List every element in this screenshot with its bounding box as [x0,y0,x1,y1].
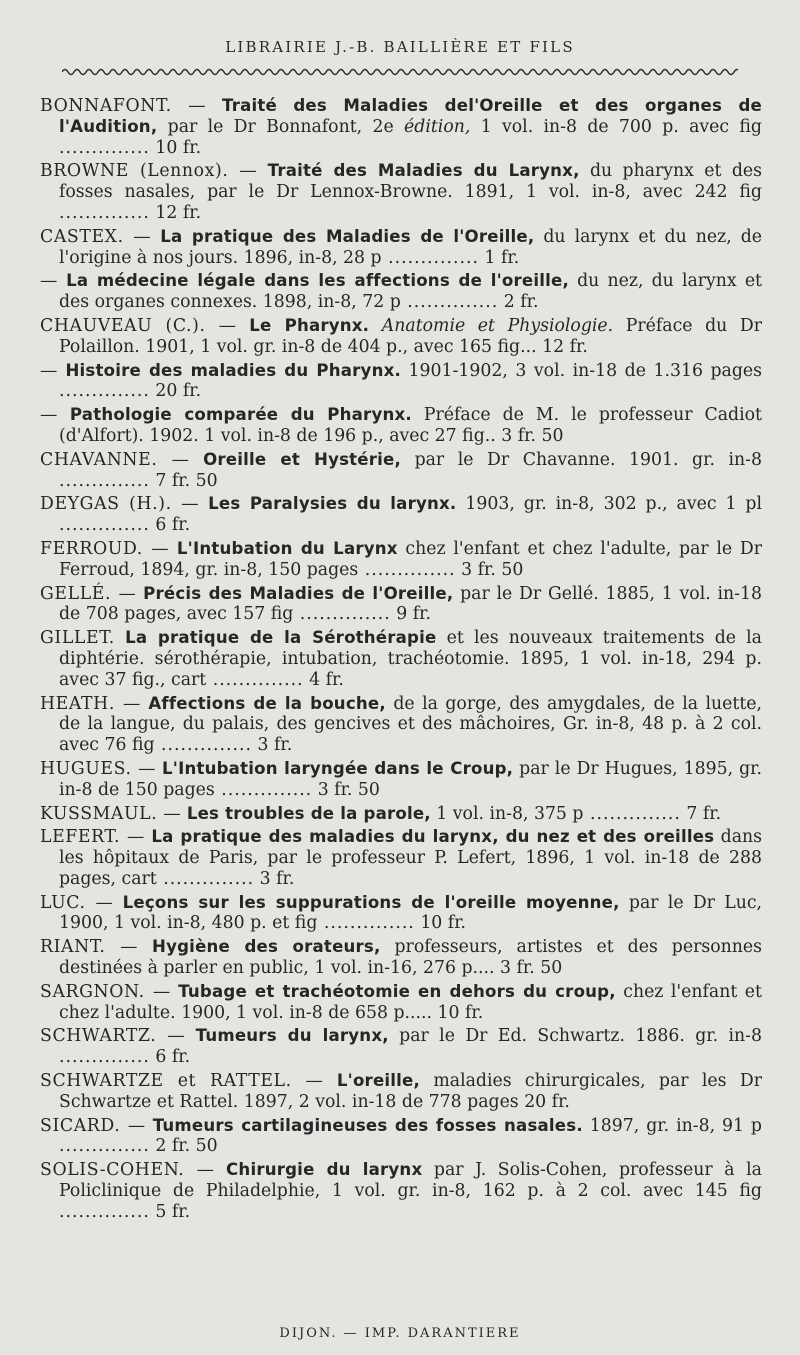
leader-dots: .............. [59,1047,150,1068]
entry-title: Chirurgie du larynx [226,1160,423,1180]
entry-author: CHAVANNE. — [40,449,190,470]
entry-price: 10 fr. [437,1002,484,1023]
catalog-entry [40,405,762,447]
entry-title: La médecine légale dans les affections de l'oreille, [66,271,569,291]
leader-dots: .............. [59,470,150,491]
entry-edition: édition, [404,116,471,137]
printer-imprint: DIJON. — IMP. DARANTIERE [279,1326,521,1341]
entry-details: par J. Solis-Cohen, professeur à la Policlinique de Philadelphie, 1 vol. gr. in-8, 162 p. à 2 col. avec 145 fig [59,1160,762,1202]
catalog-entry [40,1071,762,1113]
entry-details: dans les hôpitaux de Paris, par le professeur P. Lefert, 1896, 1 vol. in-18 de 288 pages, cart [59,827,763,889]
leader-dots: .............. [293,604,391,625]
entry-price: 9 fr. [396,604,431,625]
catalog-entry [40,827,762,889]
catalog-entry [40,628,762,690]
leader-dots: .............. [154,735,252,756]
entry-price: 10 fr. [420,913,467,934]
leader-dots: .............. [59,515,150,536]
entry-price: 3 fr. 50 [317,779,380,800]
entry-details: 1897, gr. in-8, 91 p [589,1115,762,1136]
catalog-entry [40,1026,762,1068]
entry-author: LEFERT. — [40,827,145,848]
entry-details: du larynx et du nez, de l'origine à nos jours. 1896, in-8, 28 p [59,226,763,268]
entry-details: par le Dr Chavanne. 1901. gr. in-8 [414,449,762,470]
catalog-entry [40,361,762,403]
entry-title: Tumeurs cartilagineuses des fosses nasales. [152,1115,583,1135]
running-head: LIBRAIRIE J.-B. BAILLIÈRE ET FILS [225,38,575,56]
leader-dots: .............. [59,137,150,158]
catalog-entry [40,694,762,756]
leader-dots: .............. [583,803,681,824]
leader-dots: .............. [400,292,499,313]
entry-title: Tubage et trachéotomie en dehors du croup, [178,981,616,1001]
entry-author: FERROUD. — [40,538,170,559]
entry-price: 7 fr. [686,803,722,824]
entry-title: Leçons sur les suppurations de l'oreille moyenne, [122,892,620,912]
entry-details: du pharynx et des fosses nasales, par le Dr Lennox-Browne. 1891, 1 vol. in-8, avec 242 fig [59,161,762,203]
wavy-rule [62,66,738,78]
entry-price: 3 fr. [259,868,295,889]
catalog-entry [40,1160,762,1222]
entry-price: 12 fr. [155,202,202,223]
leader-dots: .............. [59,1201,150,1222]
entry-title: L'Intubation laryngée dans le Croup, [162,758,514,778]
catalog-entry [40,1116,762,1158]
entry-title: Traité des Maladies del'Oreille et des organes de l'Audition, [59,96,762,136]
entry-author: SOLIS-COHEN. — [40,1160,215,1181]
entry-details: 1903, gr. in-8, 302 p., avec 1 pl [465,494,762,515]
catalog-entry [40,271,762,313]
entry-price: 1 fr. [484,247,520,268]
entry-title: Hygiène des orateurs, [152,937,381,957]
entry-author: CHAUVEAU (C.). — [40,315,237,336]
entry-details: du nez, du larynx et des organes connexes. 1898, in-8, 72 p [59,271,763,313]
entry-price: 20 fr. [524,1091,570,1112]
catalog-entry [40,227,762,269]
entry-author: RIANT. — [40,937,138,958]
leader-dots: .............. [59,202,150,223]
entry-title: Histoire des maladies du Pharynx. [65,360,401,380]
entry-author: LUC. — [40,892,114,913]
entry-price: 2 fr. 50 [155,1136,218,1157]
entry-details: de la gorge, des amygdales, de la luette, de la langue, du palais, des gencives et des mâchoires, Gr. in-8, 48 p. à 2 col. avec 76 fig [59,693,763,756]
entry-details: 1 vol. in-8, 375 p [436,803,584,824]
entry-title: La pratique des Maladies de l'Oreille, [160,226,535,246]
entry-author: SARGNON. — [40,981,171,1002]
entry-details: professeurs, artistes et des personnes destinées à parler en public, 1 vol. in-16, 276 p.... [59,937,762,979]
entry-price: 2 fr. [503,292,539,313]
entry-author: SICARD. — [40,1115,146,1136]
entry-price: 20 fr. [155,381,202,402]
entry-details: chez l'enfant et chez l'adulte. 1900, 1 vol. in-8 de 658 p..... [59,981,762,1023]
entry-price: 12 fr. [542,336,588,357]
entry-price: 3 fr. [257,735,293,756]
entry-details: Préface de M. le professeur Cadiot (d'Alfort). 1902. 1 vol. in-8 de 196 p., avec 27 fig.. [59,405,762,446]
entry-details: par le Dr Ed. Schwartz. 1886. gr. in-8 [399,1026,763,1047]
leader-dots: .............. [214,779,313,800]
catalog-entry [40,96,762,158]
catalog-entry [40,893,762,935]
leader-dots: .............. [206,669,304,690]
entry-details: par le Dr Luc, 1900, 1 vol. in-8, 480 p. et fig [59,892,762,934]
entry-price: 10 fr. [155,137,202,158]
entry-details: et les nouveaux traitements de la diphtérie. sérothérapie, intubation, trachéotomie. 1895, 1 vol. in-18, 294 p. avec 37 fig., cart [59,628,762,690]
entry-price: 5 fr. [155,1201,191,1222]
catalog-entry [40,450,762,492]
entry-title: Tumeurs du larynx, [195,1026,389,1046]
catalog-entry [40,759,762,801]
leader-dots: .............. [317,913,415,934]
entry-title: Les troubles de la parole, [186,803,431,823]
catalog-entry [40,316,762,358]
entry-author: BONNAFONT. — [40,96,207,116]
leader-dots: .............. [59,1136,150,1157]
entry-details: par le Dr Hugues, 1895, gr. in-8 de 150 pages [59,758,762,800]
entry-details: maladies chirurgicales, par les Dr Schwartze et Rattel. 1897, 2 vol. in-18 de 778 pages [59,1071,762,1112]
entry-price: 6 fr. [155,1047,191,1068]
leader-dots: .............. [381,247,480,268]
entry-price: 6 fr. [155,515,191,536]
leader-dots: .............. [358,559,456,580]
entry-details-2: 1 vol. in-8 de 700 p. avec fig [480,116,762,137]
entry-price: 3 fr. 50 [461,559,524,580]
catalog-entry [40,539,762,581]
entry-details: chez l'enfant et chez l'adulte, par le Dr Ferroud, 1894, gr. in-8, 150 pages [59,538,763,580]
entry-details: par le Dr Bonnafont, 2e [167,116,394,137]
entry-title: L'oreille, [336,1071,421,1091]
catalog-entry [40,494,762,536]
catalog-entry [40,804,762,825]
entry-title: Affections de la bouche, [148,693,386,713]
entry-details: par le Dr Gellé. 1885, 1 vol. in-18 de 708 pages, avec 157 fig [59,583,762,625]
catalog-entry [40,937,762,979]
entry-title: Précis des Maladies de l'Oreille, [143,583,454,603]
entry-author: KUSSMAUL. — [40,803,182,824]
leader-dots: .............. [156,868,255,889]
entry-title: Les Paralysies du larynx. [208,494,457,514]
entry-title: La pratique des maladies du larynx, du nez et des oreilles [151,827,715,847]
entry-price: 4 fr. [309,669,344,690]
entry-price: 3 fr. 50 [501,425,564,446]
entry-title: L'Intubation du Larynx [176,538,398,558]
entry-author: SCHWARTZE et RATTEL. — [40,1071,324,1092]
entry-title: Oreille et Hystérie, [203,449,401,469]
entry-author: CASTEX. — [40,226,152,247]
entry-author: — [40,271,58,292]
entry-title: La pratique de la Sérothérapie [125,628,437,648]
entry-title: Traité des Maladies du Larynx, [267,161,580,181]
entry-subtitle: Anatomie et Physiologie. [381,315,614,336]
entry-title: Le Pharynx. [249,315,370,335]
leader-dots: .............. [59,381,150,402]
catalog-list [40,96,762,1226]
entry-author: — [40,360,58,381]
entry-author: — [40,405,58,426]
entry-author: SCHWARTZ. — [40,1026,186,1047]
entry-author: GELLÉ. — [40,583,137,604]
entry-author: HEATH. — [40,693,141,714]
entry-details: 1901-1902, 3 vol. in-18 de 1.316 pages [408,360,763,381]
catalog-entry [40,161,762,223]
entry-author: BROWNE (Lennox). — [40,161,258,182]
entry-price: 7 fr. 50 [155,470,218,491]
entry-title: Pathologie comparée du Pharynx. [69,405,412,425]
entry-price: 3 fr. 50 [499,958,563,979]
catalog-entry [40,584,762,626]
entry-author: GILLET. [40,628,115,649]
entry-details: Préface du Dr Polaillon. 1901, 1 vol. gr. in-8 de 404 p., avec 165 fig... [59,315,763,357]
catalog-entry [40,982,762,1024]
entry-author: HUGUES. — [40,758,157,779]
entry-author: DEYGAS (H.). — [40,494,200,515]
